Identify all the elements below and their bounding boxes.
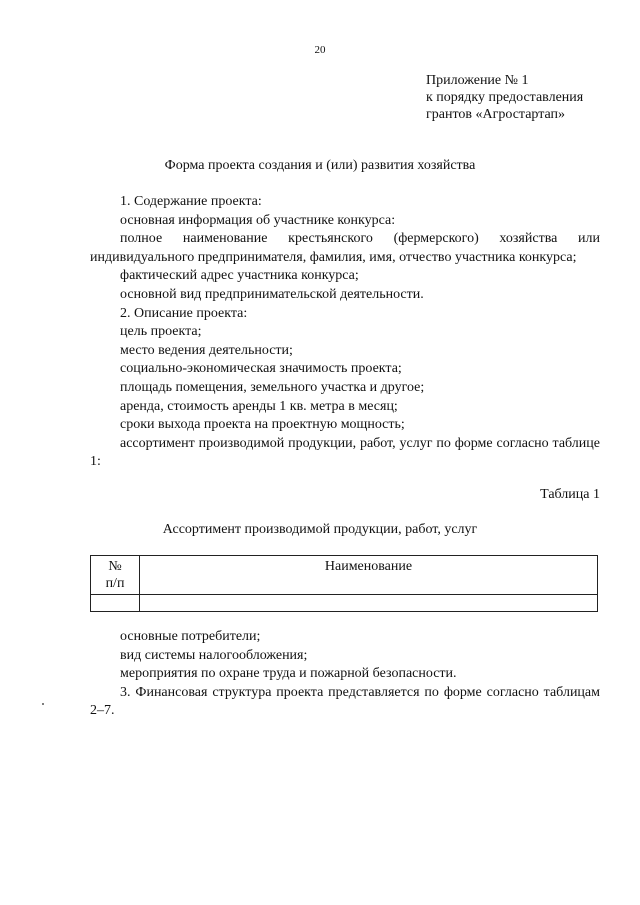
page-number: 20 [314,44,326,56]
table-cell [140,595,598,612]
project-content-continued [90,628,600,721]
paragraph: основная информация об участнике конкурса: [120,212,396,228]
section-heading: 2. Описание проекта: [120,305,248,321]
paragraph: основные потребители; [120,629,261,644]
paragraph: место ведения деятельности; [120,342,293,358]
appendix-line: к порядку предоставления [426,90,584,105]
paragraph: фактический адрес участника конкурса; [120,268,359,284]
column-header-number-line: п/п [105,576,125,591]
appendix-header [426,72,583,123]
paragraph: полное наименование крестьянского (фермерского) хозяйства или индивидуального предпринимателя, фамилия, имя, отчество участника конкурса; [90,231,600,265]
column-header-number-line: № [108,559,122,574]
paragraph: цель проекта; [120,324,202,340]
appendix-line: Приложение № 1 [426,73,529,88]
table-cell [91,595,140,612]
form-title: Форма проекта создания и (или) развития хозяйства [164,158,476,173]
paragraph: вид системы налогообложения; [120,647,308,663]
table-row [91,595,598,612]
table-header-row [91,556,598,595]
column-header-name: Наименование [140,556,598,595]
paragraph: площадь помещения, земельного участка и другое; [120,379,425,395]
section-heading: 1. Содержание проекта: [120,194,262,209]
paragraph: аренда, стоимость аренды 1 кв. метра в месяц; [120,398,398,414]
scan-speck [42,703,44,705]
paragraph: сроки выхода проекта на проектную мощность; [120,417,405,433]
column-header-number [91,556,140,595]
assortment-table [90,555,598,612]
paragraph: 3. Финансовая структура проекта представляется по форме согласно таблицам 2–7. [90,684,600,719]
paragraph: мероприятия по охране труда и пожарной безопасности. [120,666,457,682]
paragraph: ассортимент производимой продукции, работ, услуг по форме согласно таблице 1: [90,435,600,470]
appendix-line: грантов «Агростартап» [426,107,566,122]
project-content-section [90,193,600,472]
table-title: Ассортимент производимой продукции, работ, услуг [162,522,478,537]
paragraph: основной вид предпринимательской деятельности. [120,286,424,302]
paragraph: социально-экономическая значимость проекта; [120,361,402,377]
table-label: Таблица 1 [540,487,600,502]
